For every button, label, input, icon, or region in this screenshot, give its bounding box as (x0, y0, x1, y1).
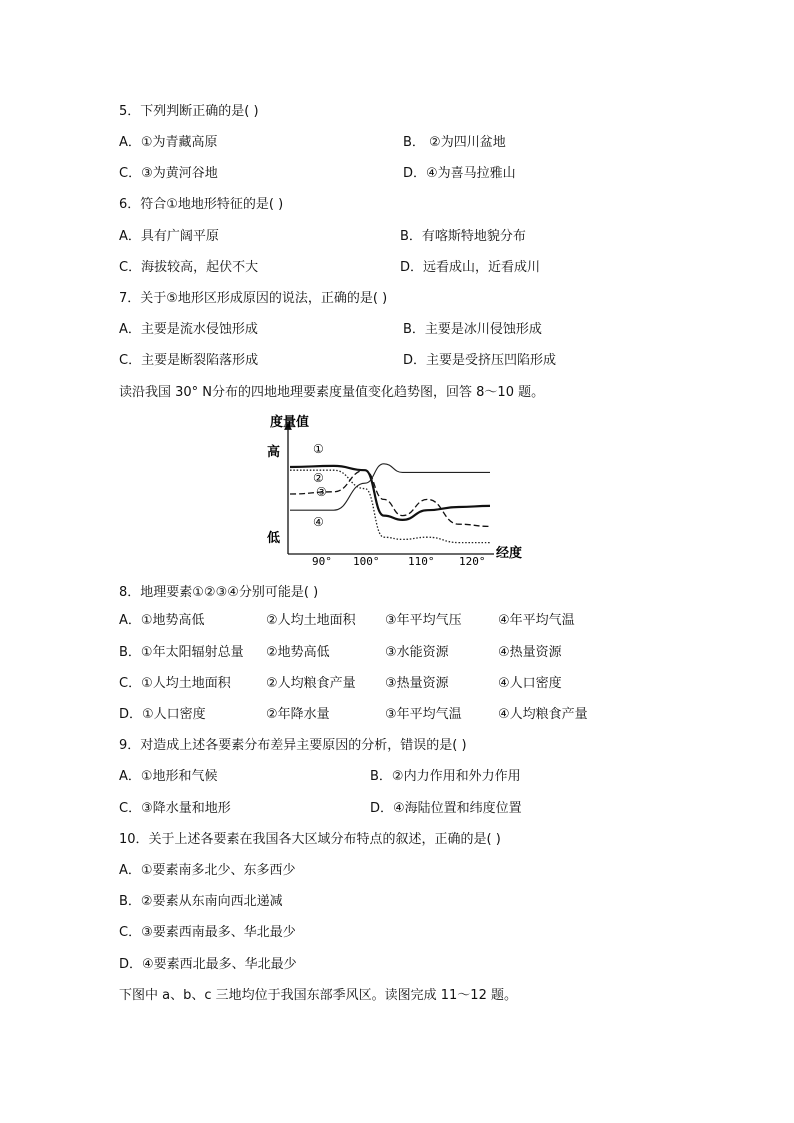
q9-stem: 9．对造成上述各要素分布差异主要原因的分析，错误的是( ) (119, 738, 467, 753)
q6-stem: 6．符合①地地形特征的是( ) (119, 197, 284, 212)
q5-option-b: B． ②为四川盆地 (403, 135, 506, 150)
q8-row-a-col4: ④年平均气温 (498, 613, 575, 628)
q6-option-b: B．有喀斯特地貌分布 (400, 229, 526, 244)
q8-row-b-col4: ④热量资源 (498, 645, 562, 660)
q8-row-b-col3: ③水能资源 (385, 645, 449, 660)
q7-option-a: A．主要是流水侵蚀形成 (119, 322, 258, 337)
q8-row-d-col2: ②年降水量 (266, 707, 330, 722)
q5-stem: 5．下列判断正确的是( ) (119, 104, 259, 119)
y-axis-label: 度量值 (270, 415, 310, 430)
q8-row-d-col3: ③年平均气温 (385, 707, 462, 722)
x-tick-label-120: 120° (459, 555, 486, 568)
q10-option-b: B．②要素从东南向西北递减 (119, 894, 283, 909)
trend-chart (262, 412, 523, 570)
q5-option-d: D．④为喜马拉雅山 (403, 166, 516, 181)
series-label-4: ④ (313, 515, 324, 529)
q8-row-a-col2: ②人均土地面积 (266, 613, 356, 628)
q9-option-d: D．④海陆位置和纬度位置 (370, 801, 522, 816)
q10-option-d: D．④要素西北最多、华北最少 (119, 957, 297, 972)
q5-option-a: A．①为青藏高原 (119, 135, 218, 150)
q8-row-b-col1: B．①年太阳辐射总量 (119, 645, 244, 660)
q9-option-a: A．①地形和气候 (119, 769, 218, 784)
q7-stem: 7．关于⑤地形区形成原因的说法，正确的是( ) (119, 291, 388, 306)
q10-stem: 10．关于上述各要素在我国各大区域分布特点的叙述，正确的是( ) (119, 832, 501, 847)
q6-option-a: A．具有广阔平原 (119, 229, 219, 244)
q10-option-a: A．①要素南多北少、东多西少 (119, 863, 296, 878)
series-label-3: ③ (316, 485, 327, 499)
q8-row-d-col1: D．①人口密度 (119, 707, 206, 722)
q8-row-d-col4: ④人均粮食产量 (498, 707, 588, 722)
q9-option-b: B．②内力作用和外力作用 (370, 769, 521, 784)
q8-stem: 8．地理要素①②③④分别可能是( ) (119, 585, 319, 600)
q9-option-c: C．③降水量和地形 (119, 801, 231, 816)
q7-option-b: B．主要是冰川侵蚀形成 (403, 322, 542, 337)
q8-row-c-col1: C．①人均土地面积 (119, 676, 231, 691)
x-tick-label-100: 100° (353, 555, 380, 568)
q8-row-c-col2: ②人均粮食产量 (266, 676, 356, 691)
y-low-label: 低 (267, 531, 281, 546)
q6-option-c: C．海拔较高，起伏不大 (119, 260, 259, 275)
q10-option-c: C．③要素西南最多、华北最少 (119, 925, 296, 940)
q5-option-c: C．③为黄河谷地 (119, 166, 218, 181)
q7-option-c: C．主要是断裂陷落形成 (119, 353, 259, 368)
x-tick-label-90: 90° (312, 555, 332, 568)
series-label-1: ① (313, 442, 324, 456)
q8-row-c-col3: ③热量资源 (385, 676, 449, 691)
q8-row-a-col1: A．①地势高低 (119, 613, 205, 628)
x-axis-unit-label: 经度 (496, 546, 523, 561)
q8-row-b-col2: ②地势高低 (266, 645, 330, 660)
passage-intro-11-12: 下图中 a、b、c 三地均位于我国东部季风区。读图完成 11～12 题。 (119, 988, 517, 1003)
q8-row-a-col3: ③年平均气压 (385, 613, 462, 628)
passage-intro-8-10: 读沿我国 30° N分布的四地地理要素度量值变化趋势图，回答 8～10 题。 (119, 385, 545, 400)
x-tick-label-110: 110° (408, 555, 435, 568)
q8-row-c-col4: ④人口密度 (498, 676, 562, 691)
y-high-label: 高 (267, 445, 281, 460)
series-label-2: ② (313, 471, 324, 485)
q7-option-d: D．主要是受挤压凹陷形成 (403, 353, 557, 368)
q6-option-d: D．远看成山，近看成川 (400, 260, 541, 275)
